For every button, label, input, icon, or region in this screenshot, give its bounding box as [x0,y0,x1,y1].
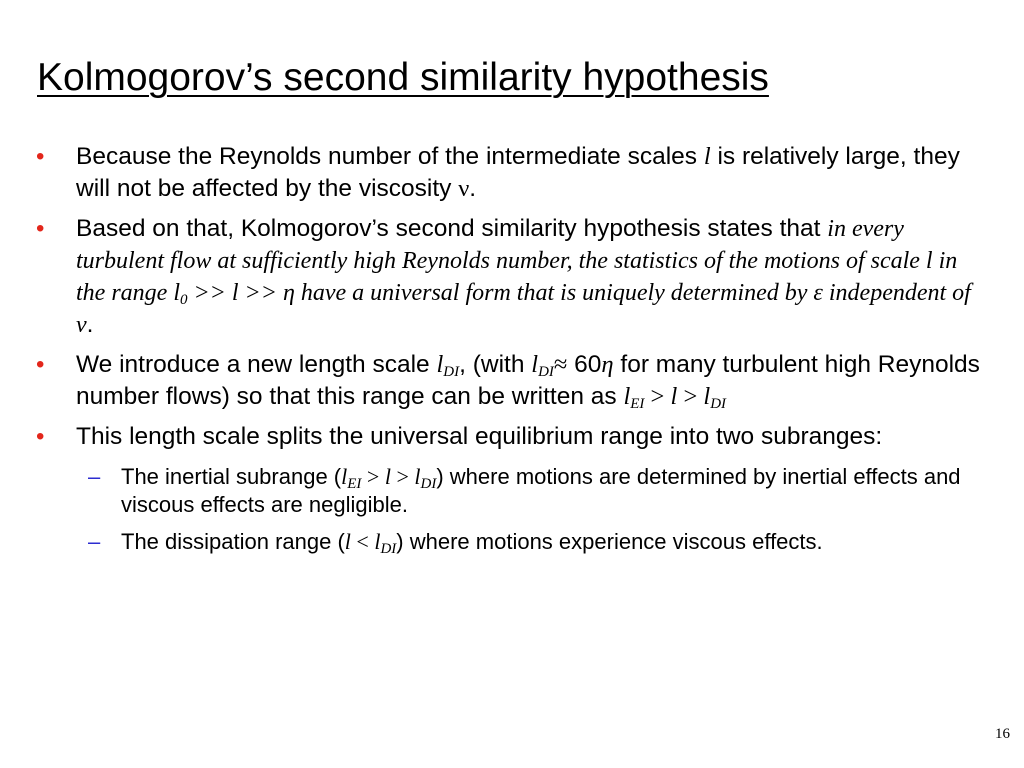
bullet-marker: • [36,215,45,242]
subscript: EI [347,476,362,492]
bullet-text: This length scale splits the universal equilibrium range into two subranges: [76,423,883,450]
math-symbol: l [436,351,444,378]
math-symbol: l [703,143,711,170]
bullet-text: . [86,311,94,338]
bullet-text: Based on that, Kolmogorov’s second similarity hypothesis states that [76,215,828,242]
italic-text: independent of [822,280,971,306]
sub-bullet-text: The inertial subrange ( [121,464,342,489]
sub-bullet-list [76,463,986,556]
math-symbol: < [350,529,375,554]
math-symbol: > [390,464,415,489]
italic-text: >> l >> [187,280,283,306]
math-symbol: > [361,464,385,489]
math-symbol: l [414,464,421,489]
subscript: DI [420,476,437,492]
bullet-list [36,141,986,565]
math-symbol: l [374,529,381,554]
subscript: DI [538,364,554,380]
sub-bullet-text: ) where motions are determined by inertial effects and viscous effects are negligible. [121,464,961,517]
bullet-item-1 [36,141,986,205]
math-symbol: l [344,529,351,554]
bullet-marker: • [36,423,45,450]
math-symbol: ν [76,312,87,338]
italic-text: have a universal form that is uniquely determined by [294,280,814,306]
math-symbol: l [531,351,539,378]
bullet-item-3 [36,349,986,413]
bullet-item-2 [36,213,986,341]
math-symbol: ν [458,175,470,202]
math-symbol: l [670,383,678,410]
bullet-text: We introduce a new length scale [76,351,437,378]
math-symbol: η [601,351,614,378]
sub-bullet-item-1 [76,463,986,519]
bullet-marker: • [36,143,45,170]
italic-text: in every turbulent flow at sufficiently high Reynolds number, the statistics of the motions of scale l in the range l [76,216,958,306]
math-symbol: η [282,280,295,306]
sub-bullet-marker: – [88,529,101,554]
bullet-text: 60 [567,351,602,378]
bullet-text: Because the Reynolds number of the intermediate scales [76,143,704,170]
math-symbol: l [384,464,391,489]
bullet-text: , (with [459,351,532,378]
math-symbol: > [677,383,704,410]
sub-bullet-text: The dissipation range ( [121,529,345,554]
math-symbol: > [644,383,671,410]
page-number: 16 [995,726,1010,742]
subscript: DI [380,541,397,557]
math-symbol: l [703,383,711,410]
subscript: DI [710,396,727,412]
math-symbol: l [623,383,631,410]
subscript: DI [443,364,460,380]
math-symbol: ≈ [553,351,568,378]
bullet-item-4 [36,421,986,556]
subscript: EI [630,396,645,412]
bullet-text: . [469,175,477,202]
math-symbol: l [341,464,348,489]
bullet-text: for many turbulent high Reynolds number flows) so that this range can be written as [76,351,980,410]
math-symbol: ε [813,280,823,306]
sub-bullet-text: ) where motions experience viscous effects. [396,529,823,554]
sub-bullet-item-2 [76,528,986,556]
subscript: 0 [179,292,188,308]
sub-bullet-marker: – [88,464,101,489]
bullet-text: is relatively large, they will not be affected by the viscosity [76,143,960,202]
slide-title: Kolmogorov’s second similarity hypothesis [37,56,769,99]
bullet-marker: • [36,351,45,378]
